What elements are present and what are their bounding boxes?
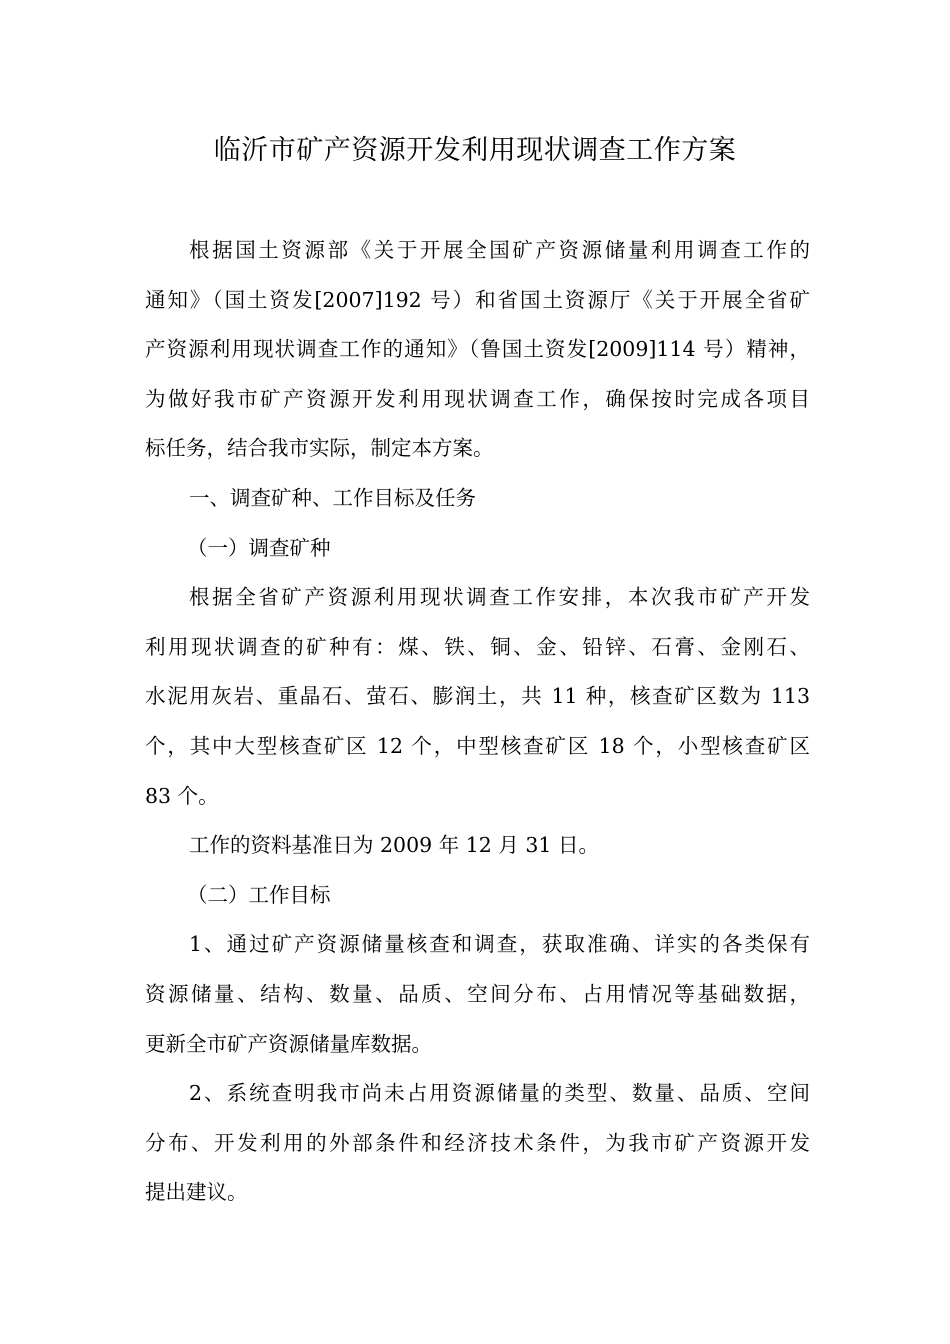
subsection-heading [145, 524, 810, 574]
subsection-heading [145, 871, 810, 921]
text-line: 根据国土资源部《关于开展全国矿产资源储量利用调查工作的 [189, 238, 810, 262]
text-line: 工作的资料基准日为 2009 年 12 月 31 日。 [189, 833, 599, 858]
section-heading-text: 一、调查矿种、工作目标及任务 [189, 485, 476, 510]
text-line: 个，其中大型核查矿区 12 个，中型核查矿区 18 个，小型核查矿区 [145, 733, 810, 758]
text-line: 利用现状调查的矿种有：煤、铁、铜、金、铅锌、石膏、金刚石、 [145, 634, 810, 659]
text-line: 为做好我市矿产资源开发利用现状调查工作，确保按时完成各项目 [145, 386, 810, 411]
text-line: 提出建议。 [145, 1180, 248, 1205]
text-line: 标任务，结合我市实际，制定本方案。 [145, 436, 494, 461]
document-title: 临沂市矿产资源开发利用现状调查工作方案 [213, 135, 737, 166]
text-line: 2、系统查明我市尚未占用资源储量的类型、数量、品质、空间 [189, 1081, 810, 1106]
text-line: 产资源利用现状调查工作的通知》（鲁国土资发[2009]114 号）精神， [145, 337, 810, 362]
section-heading [145, 474, 810, 524]
base-date-paragraph [145, 821, 810, 871]
text-line: 83 个。 [145, 783, 219, 808]
goal-item-2 [145, 1069, 810, 1218]
minerals-paragraph [145, 573, 810, 821]
subsection-heading-text: （二）工作目标 [187, 882, 331, 907]
text-line: 水泥用灰岩、重晶石、萤石、膨润土，共 11 种，核查矿区数为 113 [145, 684, 810, 709]
text-line: 1、通过矿产资源储量核查和调查，获取准确、详实的各类保有 [189, 932, 810, 957]
text-line: 更新全市矿产资源储量库数据。 [145, 1031, 432, 1056]
text-line: 通知》（国土资发[2007]192 号）和省国土资源厅《关于开展全省矿 [145, 287, 810, 312]
intro-paragraph [145, 226, 810, 474]
text-line: 资源储量、结构、数量、品质、空间分布、占用情况等基础数据， [145, 981, 810, 1006]
subsection-heading-text: （一）调查矿种 [187, 535, 331, 560]
document-body [145, 226, 810, 1218]
goal-item-1 [145, 920, 810, 1069]
text-line: 根据全省矿产资源利用现状调查工作安排，本次我市矿产开发 [189, 585, 810, 610]
text-line: 分布、开发利用的外部条件和经济技术条件，为我市矿产资源开发 [145, 1130, 810, 1155]
